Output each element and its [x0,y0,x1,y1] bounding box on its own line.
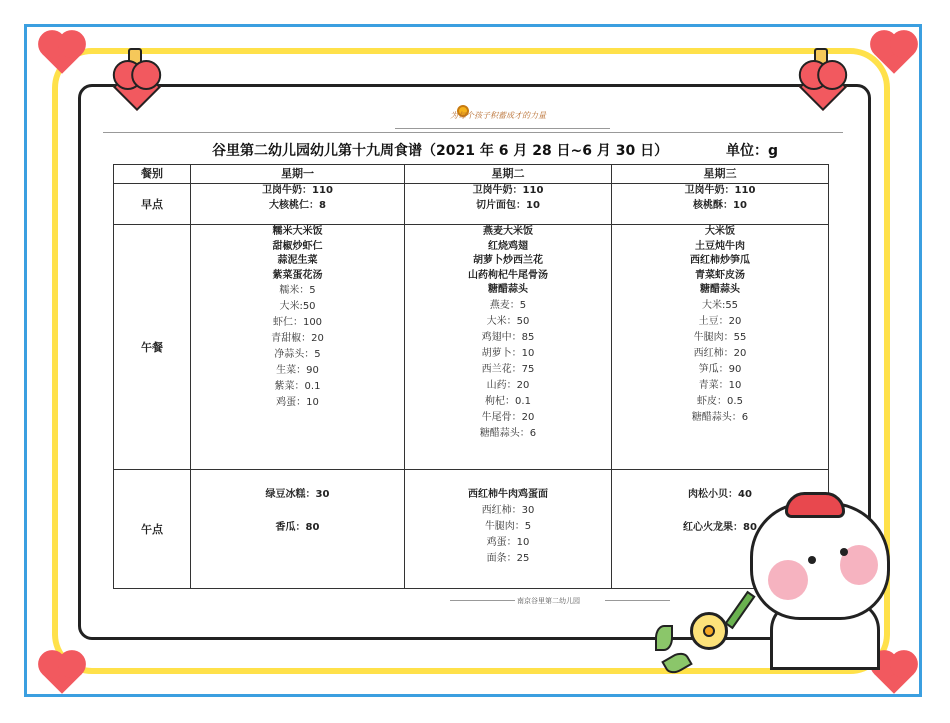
dish-item: 燕麦大米饭 [483,226,533,237]
ingredient-item: 牛腿肉：5 [484,520,532,532]
ingredient-item: 生菜：90 [276,365,319,376]
breakfast-row [114,184,829,225]
lunch-row [114,225,829,470]
dish-item: 糯米大米饭 [272,226,323,237]
beret-icon [785,492,845,518]
column-header-monday: 星期一 [191,165,405,184]
breakfast-wednesday [612,184,829,225]
cat-cheek-icon [768,560,808,600]
ingredient-item: 大米：50 [486,315,530,327]
ingredient-item: 土豆：20 [698,315,742,327]
dish-item: 卫岗牛奶：110 [684,185,756,196]
ingredient-item: 青甜椒：20 [271,333,324,344]
column-header-meal: 餐别 [114,165,191,184]
cat-eye-icon [808,556,816,564]
dish-item: 青菜虾皮汤 [695,269,745,281]
meal-label-breakfast: 早点 [114,184,191,225]
dish-item: 绿豆冰糕：30 [265,489,330,500]
menu-table [113,164,829,589]
dish-item: 卫岗牛奶：110 [262,185,333,196]
header-divider [103,132,843,133]
footer-divider-right [605,600,670,601]
breakfast-monday [191,184,405,225]
table-header-row [114,165,829,184]
page-title: 谷里第二幼儿园幼儿第十九周食谱（2021 年 6 月 28 日~6 月 30 日） [212,143,669,159]
meal-label-lunch: 午餐 [114,225,191,470]
footer-text: 南京谷里第二幼儿园 [517,597,580,605]
dish-item: 大核桃仁：8 [269,199,326,211]
ingredient-item: 鸡翅中：85 [481,331,535,343]
ingredient-item: 笋瓜：90 [698,363,742,375]
dish-item: 糖醋蒜头 [700,284,740,295]
ingredient-item: 青菜：10 [698,379,742,391]
leaf-icon [655,625,673,651]
dish-item: 卫岗牛奶：110 [472,185,544,196]
lunch-monday [191,225,405,470]
ingredient-item: 鸡蛋：10 [486,536,530,548]
meal-label-snack: 午点 [114,470,191,589]
dish-item: 糖醋蒜头 [488,284,528,295]
dish-item: 土豆炖牛肉 [695,240,745,252]
dish-item: 红心火龙果：80 [683,521,757,533]
ingredient-item: 净蒜头：5 [274,349,321,360]
snack-row [114,470,829,589]
cat-eye-icon [840,548,848,556]
ingredient-item: 胡萝卜：10 [481,347,535,359]
dish-item: 切片面包：10 [476,199,540,211]
ingredient-item: 牛尾骨：20 [481,411,535,423]
dish-item: 甜椒炒虾仁 [272,240,323,252]
footer-divider-left [450,600,515,601]
snack-monday [191,470,405,589]
dish-item: 肉松小贝：40 [688,489,752,500]
ingredient-item: 面条：25 [486,552,530,564]
dish-item: 香瓜：80 [275,521,320,533]
dish-item: 核桃酥：10 [693,199,747,211]
ingredient-item: 西兰花：75 [481,363,535,375]
ingredient-item: 虾仁：100 [272,317,323,328]
column-header-tuesday: 星期二 [405,165,612,184]
ingredient-item: 大米:50 [279,301,316,312]
motto-text: 为每个孩子积蓄成才的力量 [450,111,546,120]
dish-item: 山药枸杞牛尾骨汤 [468,269,548,281]
ingredient-item: 枸杞：0.1 [485,395,531,407]
flower-center-icon [703,625,715,637]
ingredient-item: 糖醋蒜头：6 [691,411,749,423]
dish-item: 红烧鸡翅 [488,240,528,252]
ingredient-item: 虾皮：0.5 [697,395,743,407]
ingredient-item: 紫菜：0.1 [274,381,321,392]
dish-item: 西红柿炒笋瓜 [690,255,750,266]
breakfast-tuesday [405,184,612,225]
ingredient-item: 鸡蛋：10 [276,397,319,408]
column-header-wednesday: 星期三 [612,165,829,184]
ingredient-item: 糯米：5 [279,285,316,296]
ingredient-item: 山药：20 [486,379,530,391]
dish-item: 西红柿牛肉鸡蛋面 [468,489,548,500]
ingredient-item: 西红柿：20 [693,347,747,359]
ingredient-item: 燕麦：5 [489,299,527,311]
dish-item: 蒜泥生菜 [277,255,318,266]
lunch-wednesday [612,225,829,470]
motto-underline [395,128,610,129]
lunch-tuesday [405,225,612,470]
ingredient-item: 牛腿肉：55 [693,331,747,343]
dish-item: 大米饭 [705,226,735,237]
ingredient-item: 西红柿：30 [481,504,535,516]
ingredient-item: 大米:55 [701,299,739,311]
snack-tuesday [405,470,612,589]
dish-item: 紫菜蛋花汤 [272,269,323,281]
dish-item: 胡萝卜炒西兰花 [473,255,543,266]
ingredient-item: 糖醋蒜头：6 [479,427,537,439]
unit-label: 单位：g [726,143,779,159]
